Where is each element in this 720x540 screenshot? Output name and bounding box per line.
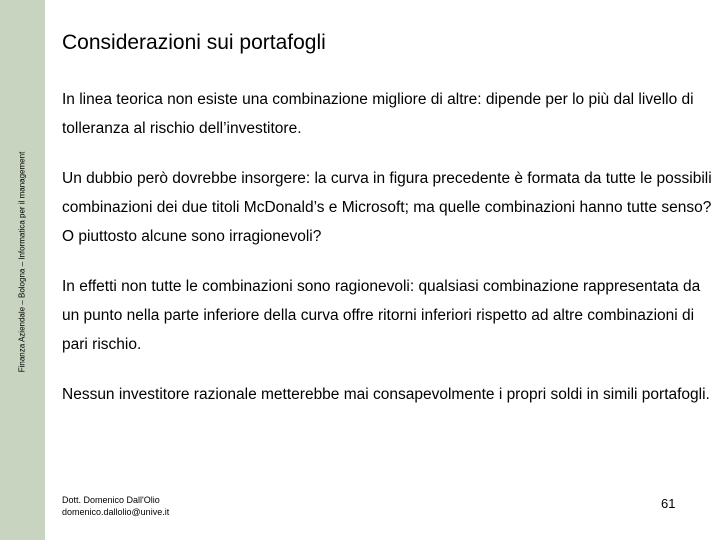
slide-title: Considerazioni sui portafogli xyxy=(62,31,326,54)
author-email: domenico.dallolio@unive.it xyxy=(62,507,170,517)
sidebar-band xyxy=(0,0,45,540)
paragraph-2: Un dubbio però dovrebbe insorgere: la curva in figura precedente è formata da tutte le possibili combinazioni dei due titoli McDonald’s e Microsoft; ma quelle combinazioni hanno tutte senso? O piuttosto alcune sono irragionevoli? xyxy=(62,170,712,245)
paragraph-1: In linea teorica non esiste una combinazione migliore di altre: dipende per lo più dal livello di tolleranza al rischio dell’investitore. xyxy=(62,91,694,137)
paragraph-4: Nessun investitore razionale metterebbe mai consapevolmente i propri soldi in simili portafogli. xyxy=(62,386,710,403)
footer-author-block xyxy=(62,494,169,518)
paragraph-3: In effetti non tutte le combinazioni sono ragionevoli: qualsiasi combinazione rappresentata da un punto nella parte inferiore della curva offre ritorni inferiori rispetto ad altre combinazioni di pari rischio. xyxy=(62,278,701,353)
slide-body xyxy=(62,85,712,430)
sidebar-caption: Finanza Aziendale – Bologna – Informatica per il management xyxy=(17,151,27,373)
page-number: 61 xyxy=(661,496,676,511)
author-name: Dott. Domenico Dall'Olio xyxy=(62,495,160,505)
